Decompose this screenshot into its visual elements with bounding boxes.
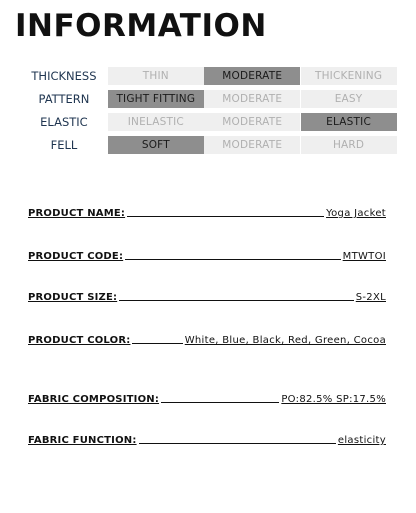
attribute-label: PATTERN bbox=[38, 92, 90, 106]
attribute-table bbox=[20, 67, 397, 159]
product-code-value: MTWTOI bbox=[342, 251, 386, 262]
attribute-option: MODERATE bbox=[204, 113, 300, 131]
product-color-value: White, Blue, Black, Red, Green, Cocoa bbox=[184, 335, 386, 346]
fabric-function-label: FABRIC FUNCTION: bbox=[28, 435, 137, 446]
attribute-row-pattern bbox=[20, 90, 397, 108]
product-color-label: PRODUCT COLOR: bbox=[28, 335, 131, 346]
underline-fill bbox=[139, 442, 336, 444]
underline-fill bbox=[127, 215, 324, 217]
product-size-label: PRODUCT SIZE: bbox=[28, 292, 118, 303]
attribute-option: THIN bbox=[108, 67, 204, 85]
product-name-label: PRODUCT NAME: bbox=[28, 208, 126, 219]
attribute-option: MODERATE bbox=[204, 90, 300, 108]
fabric-composition-value: PO:82.5% SP:17.5% bbox=[281, 394, 386, 405]
product-code-line bbox=[28, 251, 386, 262]
underline-fill bbox=[119, 299, 354, 301]
attribute-row-thickness bbox=[20, 67, 397, 85]
product-name-line bbox=[28, 208, 386, 219]
attribute-option: EASY bbox=[301, 90, 397, 108]
attribute-option: MODERATE bbox=[204, 67, 300, 85]
attribute-option: TIGHT FITTING bbox=[108, 90, 204, 108]
attribute-option: INELASTIC bbox=[108, 113, 204, 131]
product-size-line bbox=[28, 292, 386, 303]
underline-fill bbox=[132, 342, 182, 344]
attribute-option: ELASTIC bbox=[301, 113, 397, 131]
attribute-option: MODERATE bbox=[204, 136, 300, 154]
underline-fill bbox=[125, 258, 340, 260]
attribute-option: HARD bbox=[301, 136, 397, 154]
fabric-function-line bbox=[28, 435, 386, 446]
attribute-label: FELL bbox=[50, 138, 78, 152]
product-color-line bbox=[28, 335, 386, 346]
attribute-label: THICKNESS bbox=[31, 69, 97, 83]
product-name-value: Yoga Jacket bbox=[326, 208, 386, 219]
underline-fill bbox=[161, 401, 279, 403]
page-title: INFORMATION bbox=[15, 8, 267, 44]
fabric-composition-line bbox=[28, 394, 386, 405]
attribute-option: SOFT bbox=[108, 136, 204, 154]
product-code-label: PRODUCT CODE: bbox=[28, 251, 124, 262]
fabric-composition-label: FABRIC COMPOSITION: bbox=[28, 394, 160, 405]
product-size-value: S-2XL bbox=[355, 292, 386, 303]
attribute-option: THICKENING bbox=[301, 67, 397, 85]
fabric-function-value: elasticity bbox=[337, 435, 386, 446]
attribute-row-fell bbox=[20, 136, 397, 154]
attribute-row-elastic bbox=[20, 113, 397, 131]
attribute-label: ELASTIC bbox=[40, 115, 88, 129]
